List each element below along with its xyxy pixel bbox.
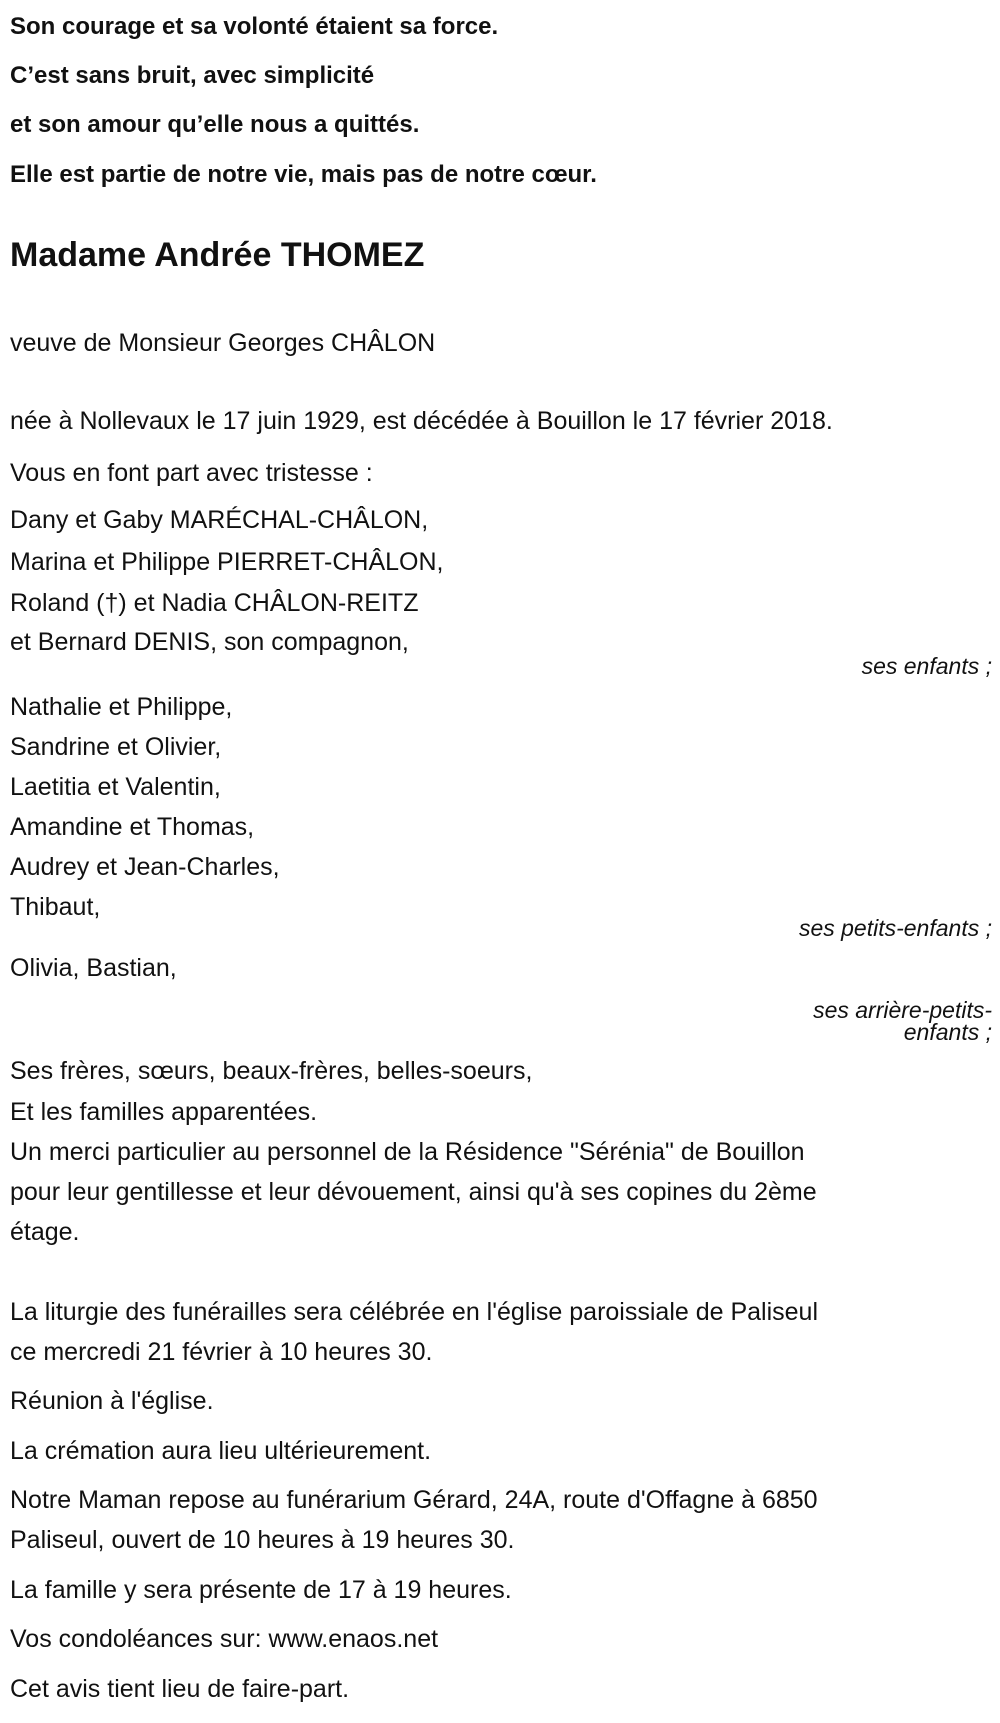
great-grandchildren-line: Olivia, Bastian,: [10, 954, 177, 982]
funeral-detail-line: La crémation aura lieu ultérieurement.: [10, 1437, 432, 1465]
grandchild-line: Sandrine et Olivier,: [10, 733, 222, 761]
grandchild-line: Thibaut,: [10, 893, 101, 921]
great-grandchildren-label: enfants ;: [903, 1019, 992, 1045]
grandchild-line: Laetitia et Valentin,: [10, 773, 221, 801]
great-grandchildren-label: ses arrière-petits-: [813, 997, 992, 1023]
funeral-detail-line: Cet avis tient lieu de faire-part.: [10, 1675, 350, 1703]
thanks-line: étage.: [10, 1218, 80, 1246]
grandchild-line: Nathalie et Philippe,: [10, 693, 233, 721]
funeral-detail-line: ce mercredi 21 février à 10 heures 30.: [10, 1338, 433, 1366]
funeral-detail-line: Paliseul, ouvert de 10 heures à 19 heures 30.: [10, 1526, 515, 1554]
widow-line: veuve de Monsieur Georges CHÂLON: [10, 329, 436, 357]
epigraph-line: C’est sans bruit, avec simplicité: [10, 62, 375, 89]
funeral-detail-line: Notre Maman repose au funérarium Gérard, 24A, route d'Offagne à 6850: [10, 1486, 818, 1514]
grandchild-line: Audrey et Jean-Charles,: [10, 853, 280, 881]
grandchild-line: Amandine et Thomas,: [10, 813, 255, 841]
child-line: Roland (†) et Nadia CHÂLON-REITZ: [10, 589, 419, 617]
epigraph-line: Son courage et sa volonté étaient sa force.: [10, 13, 499, 40]
family-line: Et les familles apparentées.: [10, 1098, 318, 1126]
condolences-line: Vos condoléances sur: www.enaos.net: [10, 1625, 439, 1653]
child-line: et Bernard DENIS, son compagnon,: [10, 628, 409, 656]
epigraph-line: et son amour qu’elle nous a quittés.: [10, 111, 420, 138]
children-label: ses enfants ;: [861, 653, 992, 679]
child-line: Marina et Philippe PIERRET-CHÂLON,: [10, 548, 444, 576]
grandchildren-label: ses petits-enfants ;: [798, 915, 992, 941]
thanks-line: pour leur gentillesse et leur dévouement, ainsi qu'à ses copines du 2ème: [10, 1178, 817, 1206]
family-line: Ses frères, sœurs, beaux-frères, belles-soeurs,: [10, 1057, 533, 1085]
child-line: Dany et Gaby MARÉCHAL-CHÂLON,: [10, 506, 429, 534]
deceased-name-title: Madame Andrée THOMEZ: [10, 236, 425, 274]
funeral-detail-line: La famille y sera présente de 17 à 19 heures.: [10, 1576, 512, 1604]
birth-death-line: née à Nollevaux le 17 juin 1929, est décédée à Bouillon le 17 février 2018.: [10, 407, 833, 435]
funeral-detail-line: Réunion à l'église.: [10, 1387, 214, 1415]
announce-line: Vous en font part avec tristesse :: [10, 459, 373, 487]
thanks-line: Un merci particulier au personnel de la Résidence "Sérénia" de Bouillon: [10, 1138, 805, 1166]
epigraph-line: Elle est partie de notre vie, mais pas de notre cœur.: [10, 161, 597, 188]
funeral-detail-line: La liturgie des funérailles sera célébrée en l'église paroissiale de Paliseul: [10, 1298, 819, 1326]
